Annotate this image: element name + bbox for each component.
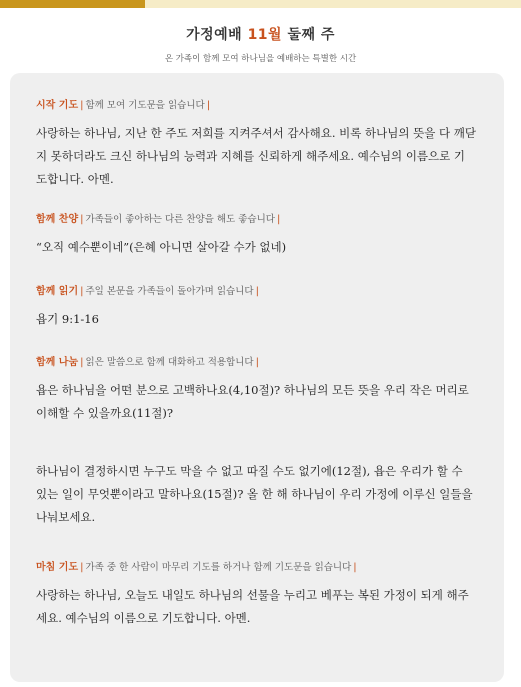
- section-reading: [36, 282, 476, 331]
- section-header: [36, 210, 476, 225]
- divider-bar: |: [80, 214, 84, 225]
- section-desc: 가족들이 좋아하는 다른 찬양을 해도 좋습니다: [85, 214, 275, 225]
- section-sharing: [36, 353, 476, 425]
- section-header: [36, 353, 476, 368]
- section-body: 사랑하는 하나님, 지난 한 주도 저희를 지켜주셔서 감사해요. 비록 하나님의 뜻을 다 깨닫지 못하더라도 크신 하나님의 능력과 지혜를 신뢰하게 해주세요. 예수님의 이름으로 기도합니다. 아멘.: [36, 126, 476, 186]
- title-prefix: 가정예배: [186, 27, 248, 43]
- section-praise: [36, 210, 476, 259]
- divider-bar: |: [80, 286, 84, 297]
- section-desc: 가족 중 한 사람이 마무리 기도를 하거나 함께 기도문을 읽습니다: [85, 562, 352, 573]
- section-body: 욥기 9:1-16: [36, 312, 99, 326]
- section-title: 함께 나눔: [36, 357, 79, 368]
- section-sharing-question-2: 하나님이 결정하시면 누구도 막을 수 없고 따질 수도 없기에(12절), 욥은 우리가 할 수 있는 일이 무엇뿐이라고 말하나요(15절)? 올 한 해 하나님이 우리 가정에 이루신 일들을 나눠보세요.: [36, 464, 473, 524]
- divider-bar: |: [276, 214, 281, 225]
- title-week: 둘째 주: [282, 27, 335, 43]
- section-closing-prayer: [36, 558, 476, 630]
- divider-bar: |: [206, 100, 211, 111]
- section-title: 함께 읽기: [36, 286, 79, 297]
- section-desc: 함께 모여 기도문을 읽습니다: [85, 100, 205, 111]
- divider-bar: |: [255, 286, 259, 297]
- section-body: “오직 예수뿐이네”(은혜 아니면 살아갈 수가 없네): [36, 240, 287, 254]
- section-desc: 주일 본문을 가족들이 돌아가며 읽습니다: [85, 286, 254, 297]
- top-progress-accent: [0, 0, 145, 8]
- section-title: 시작 기도: [36, 100, 79, 111]
- section-header: [36, 282, 476, 297]
- divider-bar: |: [80, 357, 84, 368]
- top-progress-bar: [0, 0, 521, 8]
- divider-bar: |: [255, 357, 259, 368]
- divider-bar: |: [353, 562, 357, 573]
- section-title: 함께 찬양: [36, 214, 79, 225]
- section-body: 사랑하는 하나님, 오늘도 내일도 하나님의 선물을 누리고 베푸는 복된 가정이 되게 해주세요. 예수님의 이름으로 기도합니다. 아멘.: [36, 588, 469, 625]
- page-subtitle: 온 가족이 함께 모여 하나님을 예배하는 특별한 시간: [164, 54, 357, 64]
- section-body: 욥은 하나님을 어떤 분으로 고백하나요(4,10절)? 하나님의 모든 뜻을 우리 작은 머리로 이해할 수 있을까요(11절)?: [36, 383, 469, 420]
- section-desc: 읽은 말씀으로 함께 대화하고 적용합니다: [85, 357, 254, 368]
- page-title: [0, 24, 521, 44]
- divider-bar: |: [80, 562, 84, 573]
- section-header: [36, 96, 476, 111]
- section-title: 마침 기도: [36, 562, 79, 573]
- section-header: [36, 558, 476, 573]
- divider-bar: |: [80, 100, 84, 111]
- title-month: 11월: [247, 27, 283, 43]
- section-opening-prayer: [36, 96, 476, 191]
